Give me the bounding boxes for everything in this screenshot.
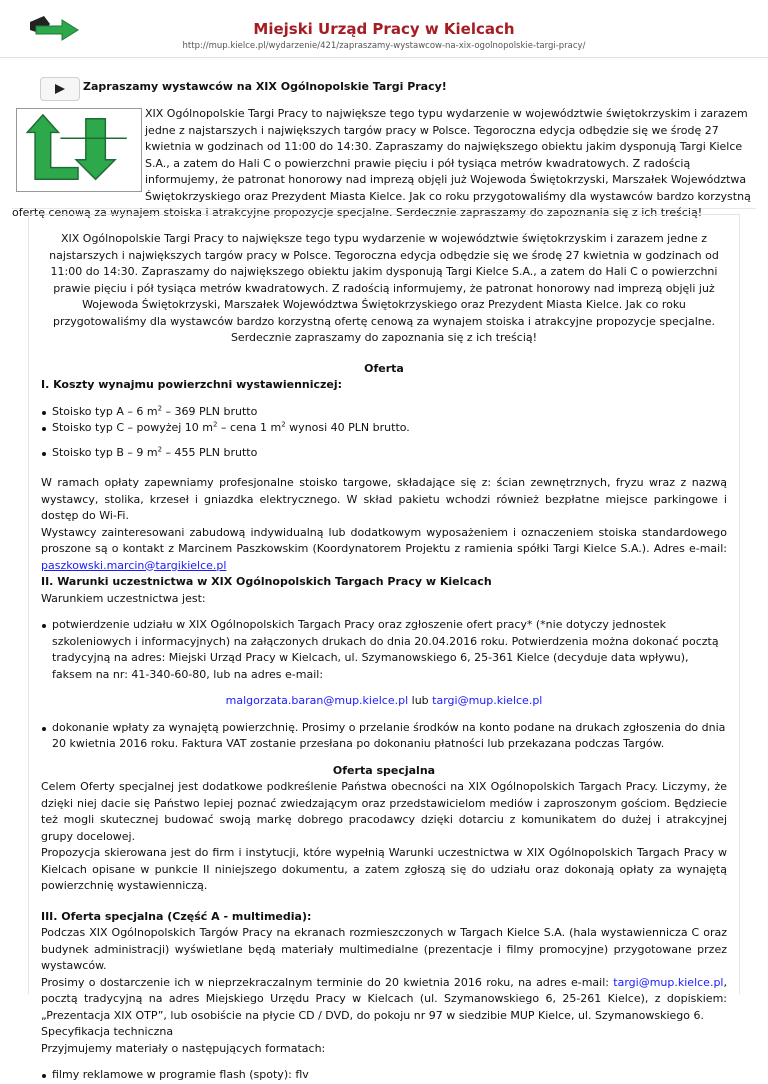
section-3-paragraph-1: Podczas XIX Ogólnopolskich Targów Pracy na ekranach rozmieszczonych w Targach Kielce S.A. (hala wystawiennicza C oraz budynek administracji) wyświetlane będą materiały multimedialne (prezentacje i filmy promocyjne) przygotowane przez wystawców. (41, 926, 727, 972)
contact-email-link[interactable]: paszkowski.marcin@targikielce.pl (41, 558, 227, 572)
contact-paragraph: Wystawcy zainteresowani zabudową indywidualną lub dodatkowym wyposażeniem i oznaczeniem stoiska standardowego proszone są o kontakt z Marcinem Paszkowskim (Koordynatorem Projektu z ramienia spółki Targi Kielce S.A.). Adres e-mail: paszkowski.marcin@targikielce.pl (41, 525, 727, 572)
list-item: filmy reklamowe w programie flash (spoty): flv (41, 1067, 727, 1084)
section-2-lead: Warunkiem uczestnictwa jest: (41, 591, 206, 605)
list-item: dokonanie wpłaty za wynajętą powierzchnię. Prosimy o przelanie środków na konto podane na drukach zgłoszenia do dnia 20 kwietnia 2016 roku. Faktura VAT zostanie przesłana po dokonaniu płatności lub przekazana podczas Targów. (41, 720, 727, 753)
list-item: Stoisko typ A – 6 $m^2 - 369$ PLN brutto (41, 404, 727, 421)
intro-centered-paragraph: XIX Ogólnopolskie Targi Pracy to największe tego typu wydarzenie w województwie świętokrzyskim i zarazem jedne z najstarszych i największych targów pracy w Polsce. Tegoroczna edycja odbędzie się we środę 27 kwietnia w godzinach od 11:00 do 14:30. Zapraszamy do największego obiektu jakim dysponują Targi Kielce S.A., a zatem do Hali C o powierzchni prawie pięciu i pół tysiąca metrów kwadratowych. Z radością informujemy, że patronat honorowy nad imprezą objęli już Wojewoda Świętokrzyski, Marszałek Województwa Świętokrzyskiego oraz Prezydent Miasta Kielce. Jak co roku przygotowaliśmy dla wystawców bardzo korzystną ofertę cenową za wynajem stoiska i atrakcyjne propozycje specjalne. Serdecznie zapraszamy do zapoznania się z ich treścią! (49, 232, 719, 344)
conditions-list-2 (41, 720, 727, 753)
site-title[interactable]: Miejski Urząd Pracy w Kielcach (253, 20, 515, 38)
list-item: Stoisko typ B – 9 $m^2 - 455$ PLN brutto (41, 445, 727, 462)
special-offer-heading: Oferta specjalna (332, 763, 436, 777)
fee-paragraph: W ramach opłaty zapewniamy profesjonalne stoisko targowe, składające się z: ścian zewnętrznych, fryzu wraz z nazwą wystawcy, stolika, krzeseł i gniazdka elektrycznego. W skład pakietu wchodzi również bezpłatne miejsce parkingowe i dostęp do Wi-Fi. (41, 476, 727, 522)
section-3-email-link[interactable]: targi@mup.kielce.pl (613, 975, 724, 989)
email-link-targi[interactable]: targi@mup.kielce.pl (432, 694, 543, 707)
article-thumbnail-arrows-icon (16, 108, 142, 192)
page-header (0, 0, 768, 58)
play-button[interactable] (40, 77, 80, 101)
email-link-baran[interactable]: malgorzata.baran@mup.kielce.pl (225, 694, 409, 707)
tech-spec-label: Specyfikacja techniczna (41, 1025, 174, 1038)
article-headline: Zapraszamy wystawców na XIX Ogólnopolskie Targi Pracy! (83, 80, 447, 93)
list-item: Stoisko typ C – powyżej 10 $m^2$ – cena 1 $m^2$ wynosi 40 PLN brutto. (41, 420, 727, 437)
article-lead-text: XIX Ogólnopolskie Targi Pracy to największe tego typu wydarzenie w województwie świętokrzyskim i zarazem jedne z najstarszych i największych targów pracy w Polsce. Tegoroczna edycja odbędzie się we środę 27 kwietnia w godzinach od 11:00 do 14:30. Zapraszamy do największego obiektu jakim dysponują Targi Kielce S.A., a zatem do Hali C o powierzchni prawie pięciu i pół tysiąca metrów kwadratowych. Z radością informujemy, że patronat honorowy nad imprezą objęli już Wojewoda Świętokrzyski, Marszałek Województwa Świętokrzyskiego oraz Prezydent Miasta Kielce. Jak co roku przygotowaliśmy dla wystawców bardzo korzystną ofertę cenową za wynajem stoiska i atrakcyjne propozycje specjalne. Serdecznie zapraszamy do zapoznania się z ich treścią! (12, 107, 751, 219)
section-2-heading: II. Warunki uczestnictwa w XIX Ogólnopolskich Targach Pracy w Kielcach (41, 575, 492, 588)
conditions-list (41, 617, 727, 683)
section-3-paragraph-2: Prosimy o dostarczenie ich w nieprzekraczalnym terminie do 20 kwietnia 2016 roku, na adres e-mail: targi@mup.kielce.pl, pocztą tradycyjną na adres Miejskiego Urzędu Pracy w Kielcach (ul. Szymanowskiego 6, 25-261 Kielce), z dopiskiem: „Prezentacja XIX OTP”, lub osobiście na płycie CD / DVD, do pokoju nr 97 w siedzibie MUP Kielce, ul. Szymanowskiego 6. (41, 975, 727, 1022)
special-offer-paragraph-1: Celem Oferty specjalnej jest dodatkowe podkreślenie Państwa obecności na XIX Ogólnopolskich Targach Pracy. Liczymy, że dzięki niej dacie się Państwo lepiej poznać zwiedzającym oraz przedstawicielom mediów i zaproszonym gościom. Będziecie też mogli skutecznej budować swoją markę dobrego pracodawcy dzięki dotarciu z komunikatem do dużej i atrakcyjnej grupy docelowej. (41, 780, 727, 843)
article-content (28, 214, 740, 1081)
formats-list (41, 1067, 727, 1084)
section-3-heading: III. Oferta specjalna (Część A - multimedia): (41, 909, 312, 923)
stand-price-list-b (41, 445, 727, 462)
formats-label: Przyjmujemy materiały o następujących formatach: (41, 1041, 326, 1055)
page-url: http://mup.kielce.pl/wydarzenie/421/zapraszamy-wystawcow-na-xix-ogolnopolskie-targi-pracy/ (182, 41, 586, 51)
stand-price-list (41, 404, 727, 437)
article-intro (12, 66, 756, 219)
special-offer-paragraph-2: Propozycja skierowana jest do firm i instytucji, które wypełnią Warunki uczestnictwa w XIX Ogólnopolskich Targach Pracy w Kielcach opisane w punkcie II niniejszego dokumentu, a zatem zgłoszą się do udziału oraz dokonają opłaty za wynajętą powierzchnię wystawienniczą. (41, 846, 727, 892)
section-1-heading: I. Koszty wynajmu powierzchni wystawienniczej: (41, 378, 343, 391)
email-links-line: malgorzata.baran@mup.kielce.pl lub targi@mup.kielce.pl (225, 694, 543, 707)
play-arrow-icon (53, 83, 67, 95)
offer-heading: Oferta (364, 361, 404, 375)
list-item: potwierdzenie udziału w XIX Ogólnopolskich Targach Pracy oraz zgłoszenie ofert pracy* (*nie dotyczy jednostek szkoleniowych i informacyjnych) na załączonych drukach do dnia 20.04.2016 roku. Potwierdzenia można dokonać pocztą tradycyjną na adres: Miejski Urząd Pracy w Kielcach, ul. Szymanowskiego 6, 25-361 Kielce (decyduje data wpływu), faksem na nr: 41-340-60-80, lub na adres e-mail: (41, 617, 727, 683)
